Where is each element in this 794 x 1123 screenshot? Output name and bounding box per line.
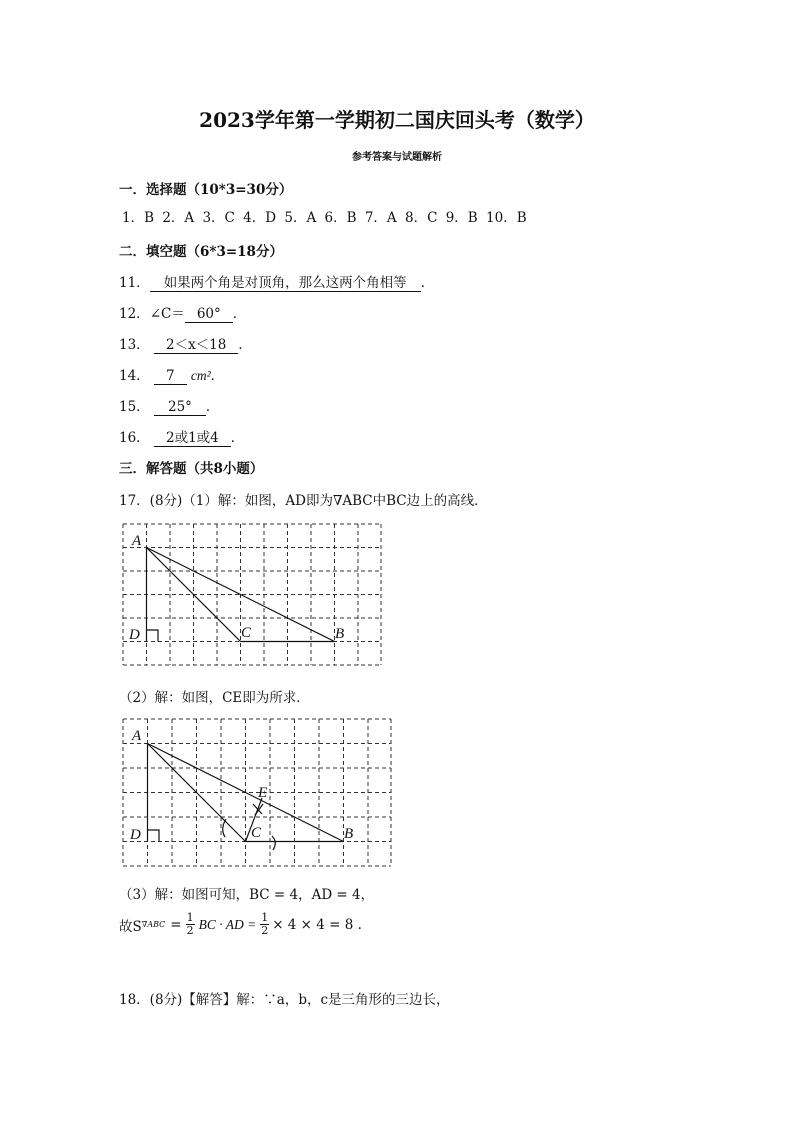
answer-3: 3．C bbox=[202, 210, 235, 226]
q17-part3-calculation: 故S ∇ABC = $\frac{1}{2}$ BC · AD = $\frac{1}{2}$ × 4 × 4 = 8 . bbox=[119, 911, 362, 937]
answer-9: 9．B bbox=[445, 210, 478, 226]
q17-part3: （3）解：如图可知，BC = 4，AD = 4， bbox=[119, 887, 375, 903]
fill-answer-11: 如果两个角是对顶角，那么这两个角相等 bbox=[150, 276, 421, 292]
figure-2-grid bbox=[122, 718, 394, 870]
answer-2: 2．A bbox=[162, 210, 195, 226]
figure-1-grid bbox=[122, 523, 384, 668]
fraction-half-1: $\frac{1}{2}$ bbox=[186, 911, 194, 937]
label-B: B bbox=[344, 826, 354, 842]
figure-1-gridlines bbox=[123, 524, 381, 665]
answer-5: 5．A bbox=[284, 210, 317, 226]
q18-intro: 18．(8分)【解答】解：∵a，b，c是三角形的三边长， bbox=[119, 992, 450, 1008]
label-A: A bbox=[132, 533, 142, 549]
fill-answer-12: 60° bbox=[185, 307, 233, 323]
answer-6: 6．B bbox=[324, 210, 357, 226]
figure-2-gridlines bbox=[123, 719, 391, 866]
right-angle-mark bbox=[148, 830, 160, 842]
fill-item-16: 16． 2或1或4 ． bbox=[119, 430, 245, 446]
label-D: D bbox=[130, 827, 141, 843]
page-subtitle: 参考答案与试题解析 bbox=[352, 152, 442, 163]
answer-10: 10．B bbox=[486, 210, 527, 226]
page-title: 2023学年第一学期初二国庆回头考（数学） bbox=[199, 108, 595, 132]
fill-item-15: 15． 25° ． bbox=[119, 399, 220, 415]
answer-4: 4．D bbox=[243, 210, 277, 226]
label-A: A bbox=[132, 728, 142, 744]
q17-part2: （2）解：如图，CE即为所求． bbox=[119, 690, 310, 706]
fill-unit-14: cm² bbox=[190, 368, 211, 383]
q17-part1: 17．(8分)（1）解：如图，AD即为∇ABC中BC边上的高线． bbox=[119, 493, 488, 509]
fraction-half-2: $\frac{1}{2}$ bbox=[261, 911, 269, 937]
right-angle-mark bbox=[147, 630, 159, 642]
label-C: C bbox=[251, 825, 262, 841]
fill-item-11: 11． 如果两个角是对顶角，那么这两个角相等 ． bbox=[119, 275, 435, 291]
section-choice-heading: 一．选择题（10*3=30分） bbox=[119, 182, 293, 198]
fill-item-13: 13． 2＜x＜18 ． bbox=[119, 337, 252, 353]
answer-7: 7．A bbox=[364, 210, 397, 226]
label-E: E bbox=[258, 785, 268, 801]
section-fill-heading: 二．填空题（6*3=18分） bbox=[119, 244, 283, 260]
label-C: C bbox=[241, 625, 252, 641]
fill-answer-15: 25° bbox=[154, 400, 206, 416]
answer-1: 1．B bbox=[122, 210, 155, 226]
section-solution-heading: 三．解答题（共8小题） bbox=[119, 461, 264, 477]
label-D: D bbox=[129, 627, 140, 643]
choice-answers bbox=[122, 206, 531, 226]
answer-8: 8．C bbox=[404, 210, 438, 226]
fill-item-14: 14． 7 cm²． bbox=[119, 368, 225, 384]
fill-item-12: 12．∠C＝ 60° ． bbox=[119, 306, 247, 322]
fill-answer-16: 2或1或4 bbox=[154, 431, 231, 447]
fill-answer-14: 7 bbox=[154, 369, 187, 385]
fill-answer-13: 2＜x＜18 bbox=[154, 338, 238, 354]
construction-arc-right bbox=[272, 836, 275, 850]
label-B: B bbox=[335, 626, 345, 642]
